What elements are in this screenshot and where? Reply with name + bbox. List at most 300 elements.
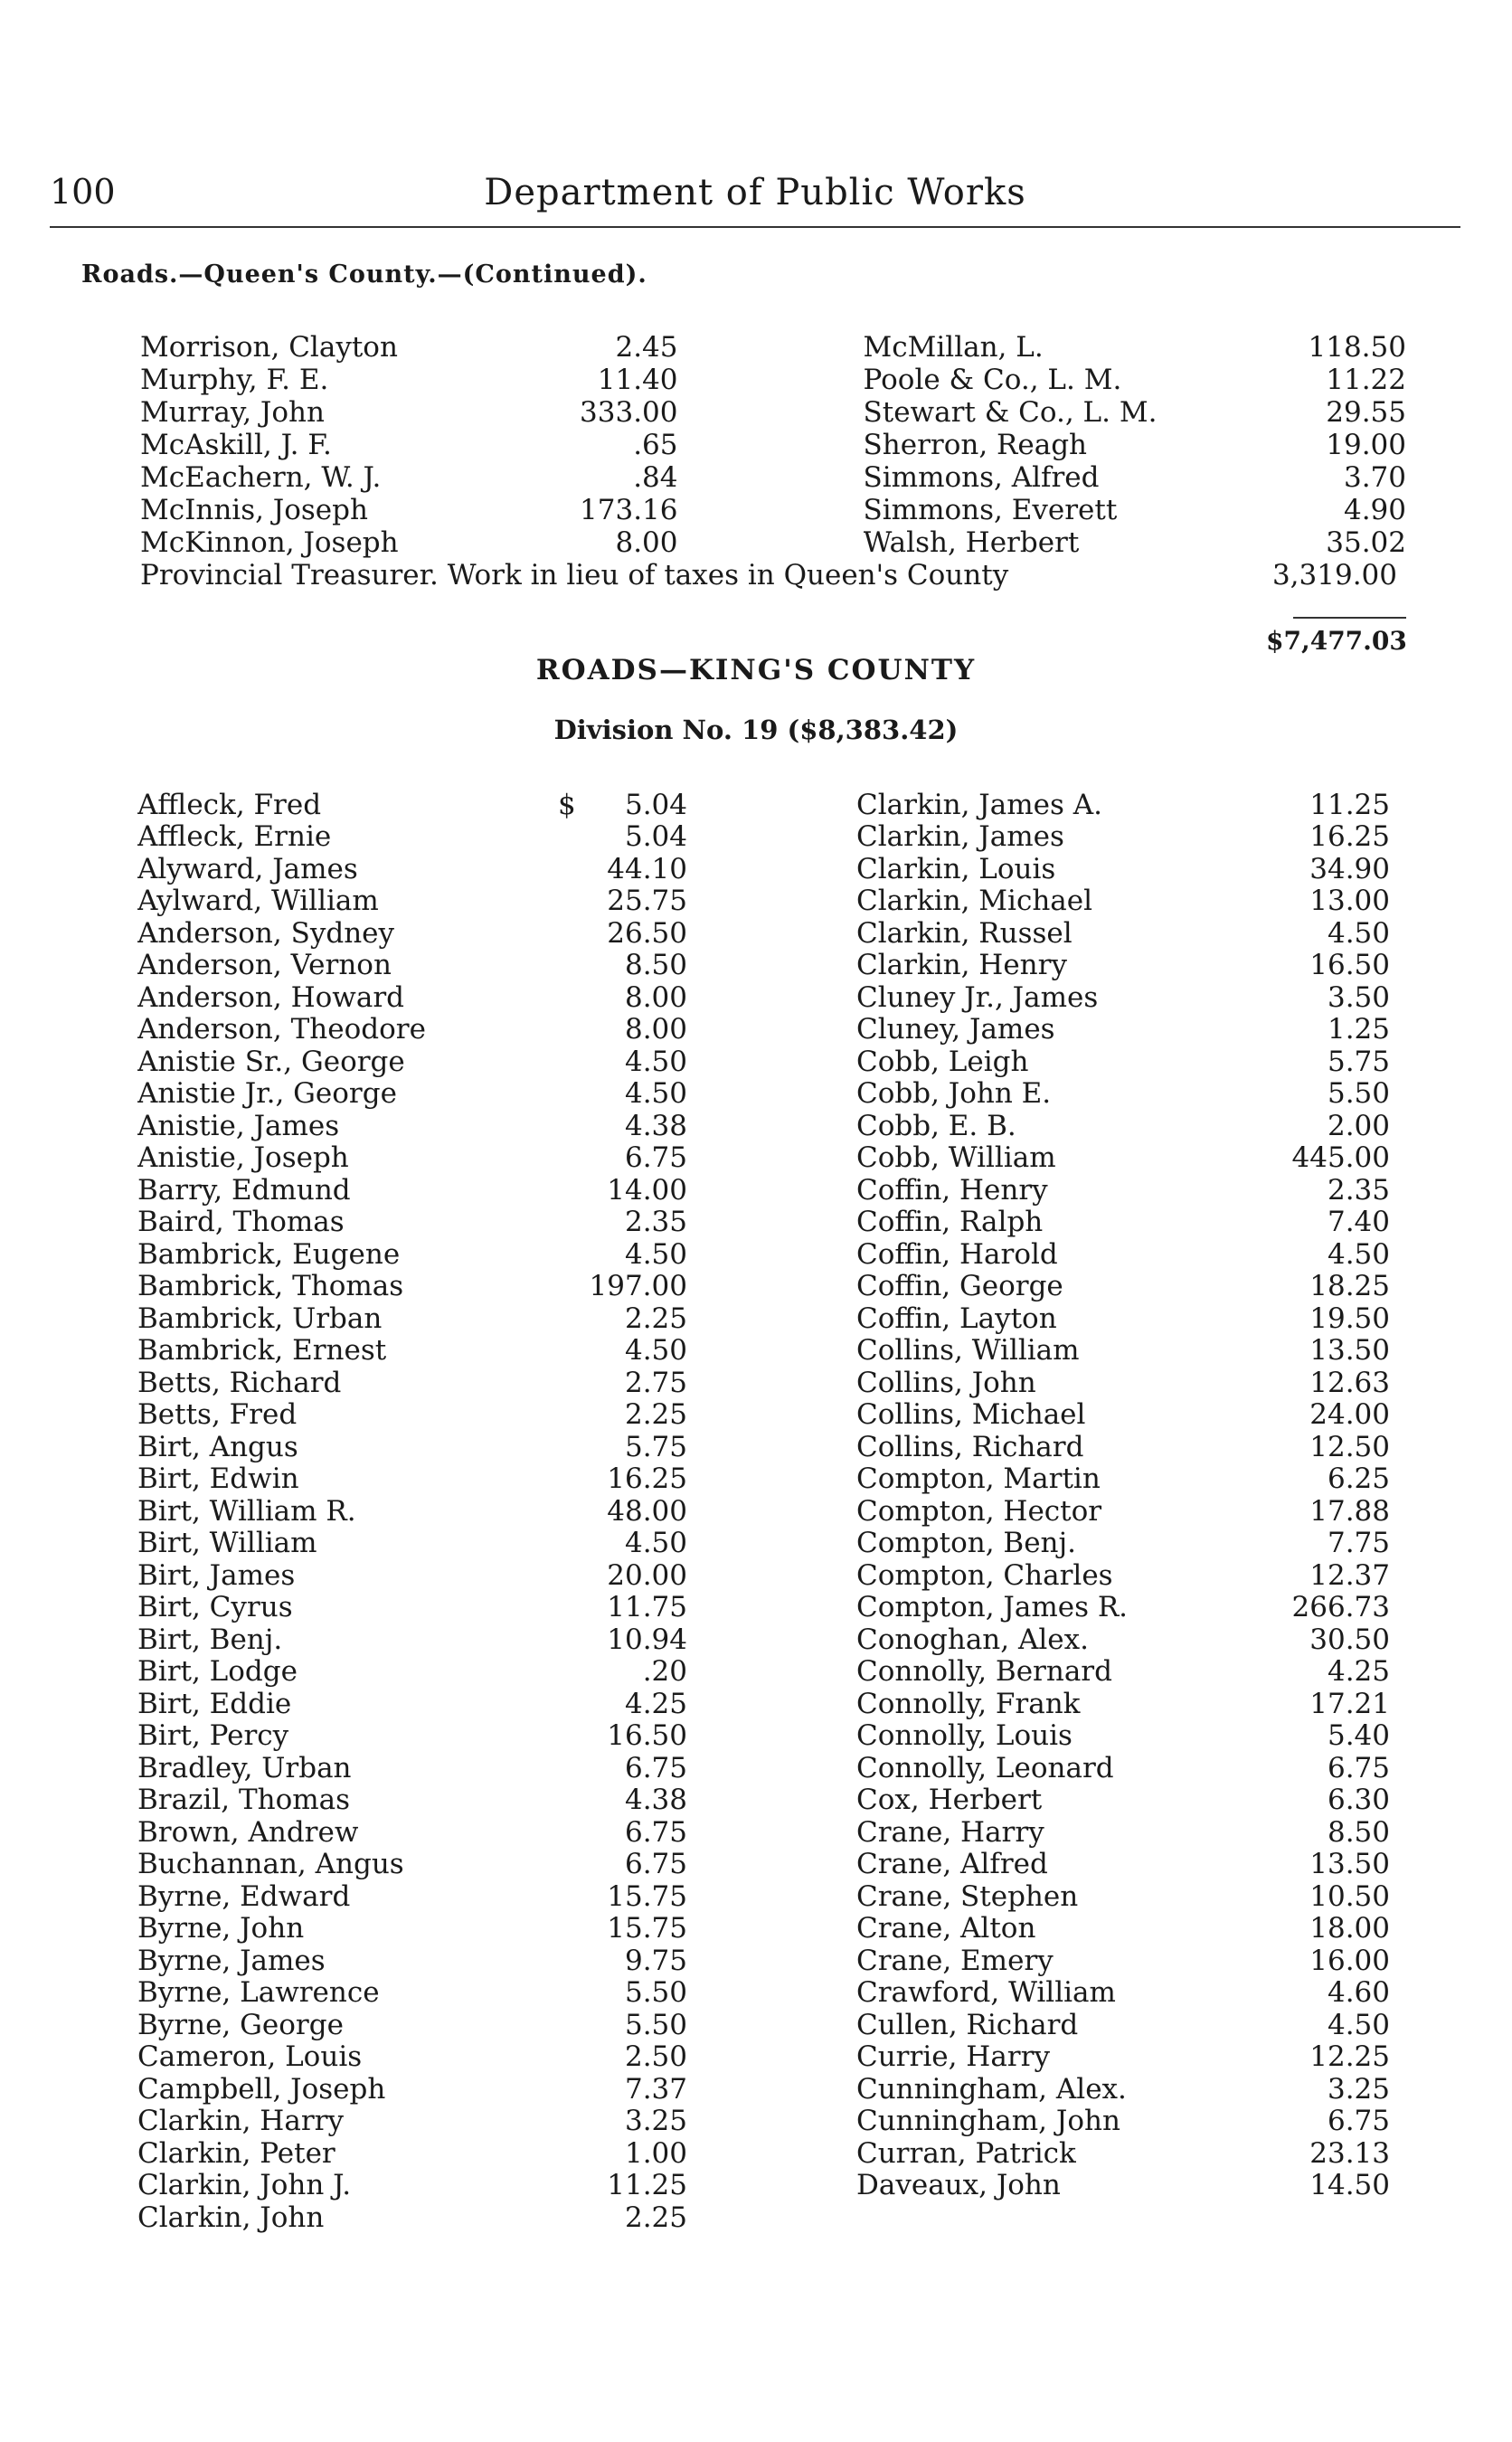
ledger-row [137, 917, 825, 950]
payee-amount: 11.25 [1309, 788, 1390, 821]
payee-amount: 19.50 [1309, 1301, 1390, 1335]
ledger-row [137, 1495, 825, 1528]
payee-amount: 16.50 [607, 1719, 687, 1753]
payee-name: Conoghan, Alex. [856, 1623, 1089, 1656]
ledger-row [856, 2041, 1417, 2074]
payee-amount: 7.75 [1327, 1527, 1390, 1560]
payee-amount: 11.25 [607, 2169, 687, 2202]
ledger-row [856, 2137, 1417, 2170]
section-caption: Roads.—Queen's County.—(Continued). [81, 260, 647, 289]
payee-amount: 9.75 [624, 1944, 687, 1977]
payee-name: Anderson, Theodore [137, 1013, 426, 1046]
payee-amount: 4.60 [1327, 1976, 1390, 2010]
payee-name: Daveaux, John [856, 2169, 1061, 2202]
queens-county-total: $7,477.03 [1266, 626, 1407, 656]
ledger-row [137, 1816, 825, 1849]
payee-name: Connolly, Leonard [856, 1751, 1114, 1784]
payee-name: Anistie Sr., George [137, 1045, 405, 1078]
payee-name: Clarkin, Henry [856, 949, 1067, 982]
ledger-row [856, 1688, 1417, 1720]
payee-amount: 7.40 [1327, 1206, 1390, 1239]
payee-amount: 6.75 [624, 1815, 687, 1849]
payee-amount: 5.75 [1327, 1045, 1390, 1078]
payee-amount: 4.50 [1327, 1237, 1390, 1271]
ledger-row [856, 1880, 1417, 1913]
payee-name: Stewart & Co., L. M. [863, 396, 1158, 429]
payee-amount: 4.50 [624, 1077, 687, 1111]
payee-name: Aylward, William [137, 885, 379, 918]
payee-name: Barry, Edmund [137, 1173, 351, 1207]
ledger-row [856, 1207, 1417, 1239]
ledger-row [137, 1110, 825, 1142]
payee-name: Anistie Jr., George [137, 1077, 397, 1111]
payee-amount: 10.94 [607, 1623, 687, 1656]
payee-amount: 12.50 [1309, 1430, 1390, 1463]
payee-amount: 445.00 [1291, 1141, 1390, 1175]
payee-name: Clarkin, Harry [137, 2105, 344, 2138]
payee-name: Clarkin, Louis [856, 852, 1056, 885]
payee-name: Cunningham, John [856, 2105, 1120, 2138]
ledger-row [137, 1463, 825, 1496]
payee-name: Clarkin, Peter [137, 2136, 335, 2170]
payee-amount: 4.38 [624, 1109, 687, 1142]
ledger-row [137, 1302, 825, 1335]
payee-amount: 4.50 [1327, 2008, 1390, 2041]
payee-amount: 20.00 [607, 1558, 687, 1592]
payee-amount: 8.00 [615, 526, 678, 559]
payee-name: Birt, Lodge [137, 1655, 298, 1689]
payee-amount: 6.75 [1327, 2105, 1390, 2138]
ledger-row [856, 981, 1417, 1014]
payee-name: Birt, William R. [137, 1494, 356, 1528]
payee-amount: 5.04 [624, 820, 687, 854]
payee-name: Anistie, Joseph [137, 1141, 349, 1175]
ledger-row [137, 1046, 825, 1078]
ledger-row [856, 1977, 1417, 2010]
ledger-row [856, 821, 1417, 854]
ledger-row [137, 853, 825, 885]
payee-amount: 4.50 [624, 1237, 687, 1271]
queens-county-row [140, 331, 1406, 364]
payee-amount: .65 [633, 429, 678, 461]
provincial-treasurer-text: Provincial Treasurer. Work in lieu of taxes in Queen's County [140, 559, 1009, 592]
payee-amount: 13.50 [1309, 1334, 1390, 1368]
payee-amount: 10.50 [1309, 1879, 1390, 1913]
payee-name: Cobb, E. B. [856, 1109, 1016, 1142]
payee-amount: 23.13 [1309, 2136, 1390, 2170]
payee-name: Compton, Charles [856, 1558, 1113, 1592]
ledger-row [856, 1528, 1417, 1560]
queens-county-row [140, 396, 1406, 429]
payee-amount: 8.00 [624, 980, 687, 1014]
payee-name: Coffin, Henry [856, 1173, 1048, 1207]
ledger-row [856, 1431, 1417, 1463]
payee-amount: 12.63 [1309, 1366, 1390, 1399]
queens-county-list [140, 331, 1406, 592]
ledger-row [856, 2073, 1417, 2106]
payee-amount: 26.50 [607, 916, 687, 950]
payee-name: Birt, William [137, 1527, 317, 1560]
payee-amount: 15.75 [607, 1912, 687, 1945]
payee-name: Bambrick, Thomas [137, 1270, 404, 1303]
kings-county-heading: ROADS—KING'S COUNTY [535, 654, 977, 686]
ledger-left-column [137, 789, 825, 2234]
payee-amount: 6.25 [1327, 1462, 1390, 1496]
dollar-sign: $ [558, 788, 576, 821]
payee-name: Crane, Harry [856, 1815, 1044, 1849]
ledger-row [137, 2170, 825, 2202]
payee-name: Connolly, Frank [856, 1687, 1081, 1720]
payee-amount: 5.50 [624, 2008, 687, 2041]
ledger-row [856, 1816, 1417, 1849]
payee-amount: 16.25 [607, 1462, 687, 1496]
payee-amount: 6.75 [624, 1848, 687, 1881]
payee-amount: 16.25 [1309, 820, 1390, 854]
payee-name: Alyward, James [137, 852, 358, 885]
payee-amount: 25.75 [607, 885, 687, 918]
ledger-row [137, 1623, 825, 1656]
payee-name: Collins, William [856, 1334, 1080, 1368]
payee-amount: 4.25 [624, 1687, 687, 1720]
payee-name: Crane, Emery [856, 1944, 1054, 1977]
payee-amount: .84 [633, 461, 678, 494]
payee-amount: 24.00 [1309, 1398, 1390, 1432]
payee-name: Brazil, Thomas [137, 1784, 351, 1817]
payee-name: Cluney, James [856, 1013, 1055, 1046]
ledger-row [137, 1720, 825, 1753]
payee-name: McAskill, J. F. [140, 429, 332, 461]
payee-name: Bambrick, Urban [137, 1301, 383, 1335]
payee-name: Affleck, Fred [137, 788, 322, 821]
ledger-row [137, 1207, 825, 1239]
payee-name: Connolly, Bernard [856, 1655, 1112, 1689]
header-rule [50, 226, 1460, 228]
ledger-row [856, 1784, 1417, 1817]
payee-amount: 173.16 [580, 494, 678, 526]
ledger-row [137, 1977, 825, 2010]
payee-name: Cullen, Richard [856, 2008, 1079, 2041]
payee-name: Compton, Hector [856, 1494, 1102, 1528]
ledger-row [137, 1142, 825, 1175]
payee-name: McKinnon, Joseph [140, 526, 399, 559]
ledger-row [137, 1592, 825, 1624]
payee-name: Betts, Richard [137, 1366, 342, 1399]
ledger-row [856, 1559, 1417, 1592]
payee-name: Brown, Andrew [137, 1815, 359, 1849]
total-rule [1293, 617, 1406, 619]
ledger-row [137, 1913, 825, 1945]
ledger-row [137, 1174, 825, 1207]
payee-name: Byrne, John [137, 1912, 305, 1945]
ledger-row [856, 1463, 1417, 1496]
payee-amount: 2.35 [624, 1206, 687, 1239]
ledger-row [137, 1784, 825, 1817]
payee-name: Cunningham, Alex. [856, 2072, 1127, 2106]
payee-amount: 5.50 [624, 1976, 687, 2010]
payee-amount: 8.00 [624, 1013, 687, 1046]
ledger-row [856, 1720, 1417, 1753]
payee-name: Baird, Thomas [137, 1206, 345, 1239]
payee-amount: 14.00 [607, 1173, 687, 1207]
payee-name: Connolly, Louis [856, 1719, 1073, 1753]
payee-name: Cameron, Louis [137, 2040, 363, 2074]
payee-name: McEachern, W. J. [140, 461, 382, 494]
payee-name: Birt, Benj. [137, 1623, 283, 1656]
ledger-row [137, 1367, 825, 1399]
payee-name: Collins, Michael [856, 1398, 1086, 1432]
payee-amount: 3,319.00 [1271, 559, 1397, 592]
payee-name: Anderson, Vernon [137, 949, 392, 982]
ledger-row [856, 1142, 1417, 1175]
payee-name: Cobb, Leigh [856, 1045, 1029, 1078]
payee-amount: 2.00 [1327, 1109, 1390, 1142]
payee-name: Bambrick, Eugene [137, 1237, 401, 1271]
payee-amount: 3.50 [1327, 980, 1390, 1014]
payee-amount: 1.00 [624, 2136, 687, 2170]
payee-amount: 6.30 [1327, 1784, 1390, 1817]
ledger-row [137, 1238, 825, 1271]
payee-name: Crawford, William [856, 1976, 1116, 2010]
ledger-row [856, 1945, 1417, 1977]
ledger-row [137, 2041, 825, 2074]
payee-name: Birt, Edwin [137, 1462, 299, 1496]
payee-name: Coffin, Harold [856, 1237, 1058, 1271]
payee-amount: 18.00 [1309, 1912, 1390, 1945]
payee-amount: 14.50 [1309, 2169, 1390, 2202]
queens-county-row [140, 526, 1406, 559]
ledger-row [856, 1014, 1417, 1046]
payee-name: Clarkin, Michael [856, 885, 1093, 918]
ledger-row [856, 1174, 1417, 1207]
payee-name: Birt, Cyrus [137, 1591, 293, 1624]
payee-amount: 333.00 [580, 396, 678, 429]
payee-amount: 11.75 [607, 1591, 687, 1624]
ledger-row [856, 1046, 1417, 1078]
payee-amount: 8.50 [624, 949, 687, 982]
payee-name: Coffin, Ralph [856, 1206, 1044, 1239]
ledger-row [856, 1302, 1417, 1335]
payee-amount: 5.75 [624, 1430, 687, 1463]
ledger-row [856, 1623, 1417, 1656]
payee-amount: 8.50 [1327, 1815, 1390, 1849]
ledger-row [856, 917, 1417, 950]
payee-amount: 2.25 [624, 1301, 687, 1335]
ledger-row [856, 1078, 1417, 1111]
provincial-treasurer-row [140, 559, 1397, 592]
payee-name: Buchannan, Angus [137, 1848, 404, 1881]
payee-name: Bambrick, Ernest [137, 1334, 387, 1368]
payee-name: Anistie, James [137, 1109, 340, 1142]
payee-amount: 2.45 [615, 331, 678, 364]
ledger-row [137, 2073, 825, 2106]
payee-amount: 12.25 [1309, 2040, 1390, 2074]
payee-name: Crane, Alton [856, 1912, 1036, 1945]
ledger-row [856, 1271, 1417, 1303]
payee-amount: 16.50 [1309, 949, 1390, 982]
payee-name: Compton, James R. [856, 1591, 1129, 1624]
payee-name: Simmons, Alfred [863, 461, 1100, 494]
ledger-row [137, 1752, 825, 1784]
payee-amount: 16.00 [1309, 1944, 1390, 1977]
payee-amount: 44.10 [607, 852, 687, 885]
payee-name: Affleck, Ernie [137, 820, 332, 854]
payee-amount: 1.25 [1327, 1013, 1390, 1046]
payee-amount: 18.25 [1309, 1270, 1390, 1303]
payee-amount: 2.25 [624, 1398, 687, 1432]
queens-county-row [140, 494, 1406, 526]
payee-amount: 3.25 [624, 2105, 687, 2138]
ledger-row [856, 1367, 1417, 1399]
payee-name: Poole & Co., L. M. [863, 364, 1122, 396]
ledger-row [137, 2009, 825, 2041]
payee-amount: 4.50 [1327, 916, 1390, 950]
payee-amount: 5.50 [1327, 1077, 1390, 1111]
payee-name: Compton, Martin [856, 1462, 1101, 1496]
payee-name: Murray, John [140, 396, 325, 429]
payee-amount: 2.25 [624, 2201, 687, 2234]
ledger-row [856, 1592, 1417, 1624]
payee-name: Collins, John [856, 1366, 1036, 1399]
payee-amount: 30.50 [1309, 1623, 1390, 1656]
payee-amount: 4.50 [624, 1527, 687, 1560]
ledger-row [856, 1495, 1417, 1528]
payee-name: Sherron, Reagh [863, 429, 1088, 461]
ledger-row [856, 1399, 1417, 1432]
payee-amount: 4.25 [1327, 1655, 1390, 1689]
ledger-row [856, 1849, 1417, 1881]
payee-amount: 17.88 [1309, 1494, 1390, 1528]
payee-name: Byrne, Lawrence [137, 1976, 380, 2010]
payee-amount: 2.50 [624, 2040, 687, 2074]
ledger-row [856, 2106, 1417, 2138]
ledger-row [856, 1238, 1417, 1271]
payee-name: Birt, Percy [137, 1719, 289, 1753]
payee-name: Collins, Richard [856, 1430, 1084, 1463]
payee-amount: 4.50 [624, 1334, 687, 1368]
payee-amount: 35.02 [1326, 526, 1406, 559]
payee-amount: 11.40 [597, 364, 678, 396]
payee-amount: .20 [642, 1655, 687, 1689]
ledger-row [137, 1849, 825, 1881]
ledger-row [137, 821, 825, 854]
payee-name: McInnis, Joseph [140, 494, 368, 526]
ledger-row [137, 1528, 825, 1560]
payee-name: Coffin, Layton [856, 1301, 1057, 1335]
payee-name: Cobb, John E. [856, 1077, 1052, 1111]
payee-name: Compton, Benj. [856, 1527, 1076, 1560]
payee-name: Walsh, Herbert [863, 526, 1080, 559]
page-number: 100 [50, 172, 116, 212]
ledger-row [137, 1335, 825, 1368]
payee-amount: 6.75 [624, 1751, 687, 1784]
ledger-row [856, 789, 1417, 821]
payee-amount: 6.75 [624, 1141, 687, 1175]
payee-amount: 13.50 [1309, 1848, 1390, 1881]
payee-name: Betts, Fred [137, 1398, 298, 1432]
payee-name: Cobb, William [856, 1141, 1056, 1175]
payee-name: Clarkin, John J. [137, 2169, 352, 2202]
payee-name: Birt, James [137, 1558, 296, 1592]
payee-name: Coffin, George [856, 1270, 1063, 1303]
payee-amount: 11.22 [1326, 364, 1406, 396]
payee-name: Campbell, Joseph [137, 2072, 386, 2106]
ledger-row [856, 885, 1417, 918]
payee-name: Curran, Patrick [856, 2136, 1076, 2170]
ledger-row [137, 2106, 825, 2138]
payee-amount: 29.55 [1326, 396, 1406, 429]
ledger-row [137, 1688, 825, 1720]
payee-amount: 2.35 [1327, 1173, 1390, 1207]
payee-amount: 48.00 [607, 1494, 687, 1528]
ledger-row [137, 1014, 825, 1046]
ledger-row [856, 1752, 1417, 1784]
payee-amount: 3.25 [1327, 2072, 1390, 2106]
page-header [50, 172, 1460, 219]
ledger-row [137, 1271, 825, 1303]
ledger-right-column [856, 789, 1417, 2201]
ledger-row [137, 2137, 825, 2170]
payee-name: Clarkin, James [856, 820, 1064, 854]
ledger-row [856, 1335, 1417, 1368]
ledger-row [137, 789, 825, 821]
payee-amount: 12.37 [1309, 1558, 1390, 1592]
payee-amount: 3.70 [1343, 461, 1406, 494]
payee-amount: 19.00 [1326, 429, 1406, 461]
payee-name: Murphy, F. E. [140, 364, 329, 396]
running-title: Department of Public Works [484, 172, 1026, 213]
payee-name: Crane, Alfred [856, 1848, 1048, 1881]
payee-amount: 118.50 [1308, 331, 1406, 364]
payee-name: Anderson, Howard [137, 980, 404, 1014]
payee-name: Bradley, Urban [137, 1751, 352, 1784]
ledger-row [856, 1110, 1417, 1142]
payee-name: Birt, Eddie [137, 1687, 292, 1720]
ledger-row [137, 1399, 825, 1432]
ledger-row [856, 2009, 1417, 2041]
ledger-row [137, 950, 825, 982]
payee-name: Cox, Herbert [856, 1784, 1043, 1817]
payee-name: Clarkin, Russel [856, 916, 1073, 950]
payee-amount: 266.73 [1291, 1591, 1390, 1624]
payee-name: Currie, Harry [856, 2040, 1050, 2074]
payee-name: Byrne, George [137, 2008, 344, 2041]
payee-amount: 4.50 [624, 1045, 687, 1078]
payee-amount: 6.75 [1327, 1751, 1390, 1784]
ledger-row [856, 1656, 1417, 1689]
ledger-row [137, 885, 825, 918]
ledger-row [856, 2170, 1417, 2202]
ledger-row [137, 1880, 825, 1913]
payee-amount: 4.38 [624, 1784, 687, 1817]
ledger-row [137, 981, 825, 1014]
ledger-row [137, 2201, 825, 2234]
payee-name: Cluney Jr., James [856, 980, 1099, 1014]
payee-name: Morrison, Clayton [140, 331, 398, 364]
ledger-row [856, 1913, 1417, 1945]
payee-amount: 5.04 [624, 788, 687, 821]
payee-name: Byrne, James [137, 1944, 326, 1977]
payee-name: Crane, Stephen [856, 1879, 1079, 1913]
ledger-row [137, 1656, 825, 1689]
payee-amount: 7.37 [624, 2072, 687, 2106]
payee-name: Anderson, Sydney [137, 916, 395, 950]
ledger-row [137, 1431, 825, 1463]
ledger-row [856, 853, 1417, 885]
payee-name: Clarkin, James A. [856, 788, 1102, 821]
payee-amount: 15.75 [607, 1879, 687, 1913]
ledger-row [137, 1078, 825, 1111]
ledger-row [856, 950, 1417, 982]
